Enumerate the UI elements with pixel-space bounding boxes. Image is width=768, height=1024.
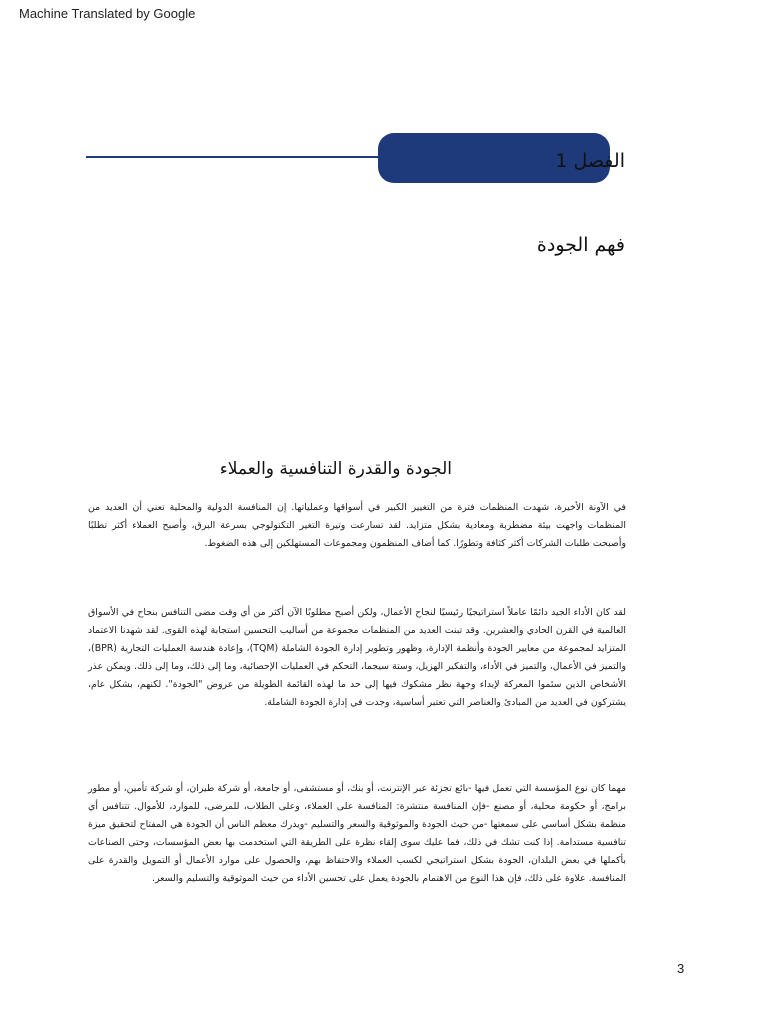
chapter-divider-line [86, 156, 386, 158]
page-number: 3 [677, 961, 685, 976]
chapter-label: الفصل 1 [555, 150, 625, 172]
body-paragraph: لقد كان الأداء الجيد دائمًا عاملاً استراتيجيًا رئيسيًا لنجاح الأعمال، ولكن أصبح مطلوبًا الآن أكثر من أي وقت مضى التنافس بنجاح في الأسواق العالمية في القرن الحادي والعشرين. وقد تبنت العديد من المنظمات مجموعة من أساليب التحسين استجابة لهذه القوى. لقد شهدنا الاعتماد المتزايد لمجموعة من معايير الجودة وأنظمة الإدارة، وظهور وتطوير إدارة الجودة الشاملة (TQM)، وإعادة هندسة العمليات التجارية (BPR)، والتميز في الأعمال، والتميز في الأداء، والتفكير الهزيل، وستة سيجما، التحكم في العمليات الإحصائية، وما إلى ذلك، وما إلى ذلك. ويمكن عذر الأشخاص الذين سئموا المعركة لإبداء وجهة نظر مشكوك فيها إلى حد ما لهذه القائمة الطويلة من عروض "الجودة". لكنهم، بشكل عام، يشتركون في العديد من المبادئ والعناصر التي تعتبر أساسية، وجدت في إدارة الجودة الشاملة. [88, 607, 626, 708]
chapter-title: فهم الجودة [536, 234, 625, 256]
machine-translation-note: Machine Translated by Google [19, 6, 196, 21]
body-paragraph: في الآونة الأخيرة، شهدت المنظمات فترة من التغيير الكبير في أسواقها وعملياتها. إن المنافسة الدولية والمحلية تعني أن العديد من المنظمات واجهت بيئة مضطربة ومعادية بشكل متزايد. لقد تسارعت وتيرة التغير التكنولوجي بسرعة البرق، وأصبح العملاء أكثر تطلبًا وأصبحت طلبات الشركات أكثر كثافة وتطورًا. كما أضاف المنظمون ومجموعات المستهلكين إلى هذه الضغوط. [88, 502, 626, 549]
body-paragraph: مهما كان نوع المؤسسة التي تعمل فيها -بائع تجزئة عبر الإنترنت، أو بنك، أو مستشفى، أو جامعة، أو شركة طيران، أو شركة تأمين، أو مطور برامج، أو حكومة محلية، أو مصنع -فإن المنافسة منتشرة: المنافسة على العملاء، وعلى الطلاب، للمرضى، للموارد، للأموال. تتنافس أي منظمة بشكل أساسي على سمعتها -من حيث الجودة والموثوقية والسعر والتسليم -ويدرك معظم الناس أن الجودة هي المفتاح لتحقيق ميزة تنافسية مستدامة. إذا كنت تشك في ذلك، فما عليك سوى إلقاء نظرة على الطريقة التي استخدمت بها بعض المؤسسات، وحتى الصناعات بأكملها في بعض البلدان، الجودة بشكل استراتيجي لكسب العملاء والاحتفاظ بهم، والحصول على موارد الأعمال أو التمويل والقدرة على المنافسة. علاوة على ذلك، فإن هذا النوع من الاهتمام بالجودة يعمل على تحسين الأداء من حيث الموثوقية والتسليم والسعر. [88, 783, 626, 884]
section-heading: الجودة والقدرة التنافسية والعملاء [219, 459, 452, 479]
